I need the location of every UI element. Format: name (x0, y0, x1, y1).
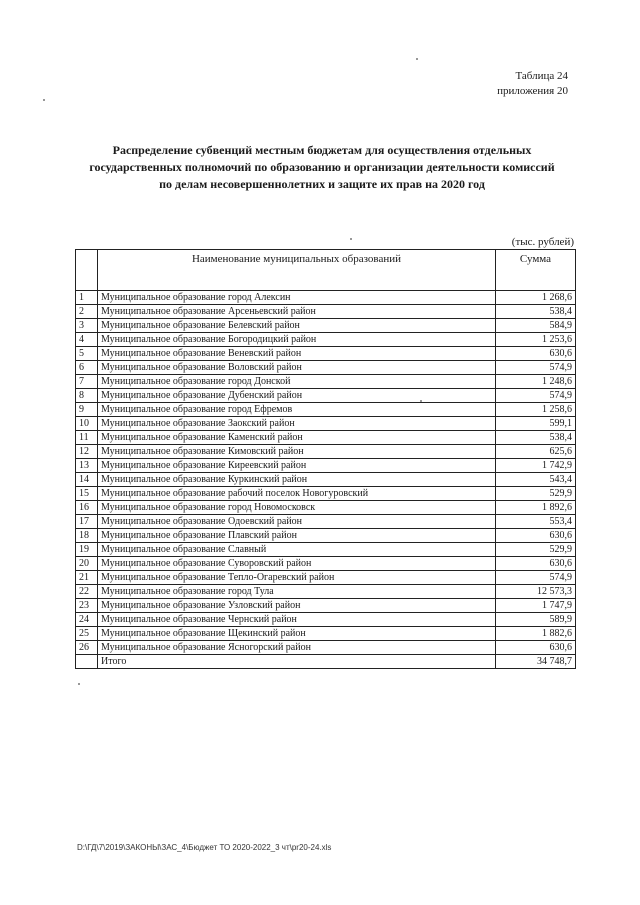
row-number: 18 (76, 529, 98, 543)
total-row (76, 655, 576, 669)
municipality-name: Муниципальное образование Арсеньевский район (98, 305, 496, 319)
municipality-name: Муниципальное образование Одоевский район (98, 515, 496, 529)
total-sum: 34 748,7 (496, 655, 576, 669)
row-number: 21 (76, 571, 98, 585)
scan-speck (43, 99, 45, 101)
row-number: 13 (76, 459, 98, 473)
row-number: 19 (76, 543, 98, 557)
municipality-name: Муниципальное образование Славный (98, 543, 496, 557)
table-number: Таблица 24 (515, 70, 568, 82)
row-sum: 1 253,6 (496, 333, 576, 347)
table-row (76, 641, 576, 655)
municipality-name: Муниципальное образование Узловский район (98, 599, 496, 613)
table-row (76, 473, 576, 487)
table-reference (450, 69, 568, 99)
row-sum: 529,9 (496, 487, 576, 501)
header-sum: Сумма (496, 250, 576, 291)
row-sum: 538,4 (496, 305, 576, 319)
municipality-name: Муниципальное образование рабочий поселок Новогуровский (98, 487, 496, 501)
row-sum: 1 742,9 (496, 459, 576, 473)
table-row (76, 417, 576, 431)
total-label: Итого (98, 655, 496, 669)
municipality-name: Муниципальное образование Плавский район (98, 529, 496, 543)
table-row (76, 347, 576, 361)
row-sum: 630,6 (496, 641, 576, 655)
municipality-name: Муниципальное образование Щекинский район (98, 627, 496, 641)
row-sum: 1 258,6 (496, 403, 576, 417)
row-number: 6 (76, 361, 98, 375)
table-row (76, 305, 576, 319)
municipality-name: Муниципальное образование город Алексин (98, 291, 496, 305)
table-row (76, 389, 576, 403)
total-number (76, 655, 98, 669)
table-row (76, 375, 576, 389)
municipality-name: Муниципальное образование город Донской (98, 375, 496, 389)
title-line-2: государственных полномочий по образованию и организации деятельности комиссий (89, 160, 555, 174)
row-number: 7 (76, 375, 98, 389)
subsidy-table (75, 249, 576, 669)
municipality-name: Муниципальное образование Каменский район (98, 431, 496, 445)
row-sum: 589,9 (496, 613, 576, 627)
municipality-name: Муниципальное образование Воловский район (98, 361, 496, 375)
table-row (76, 431, 576, 445)
unit-label: (тыс. рублей) (511, 236, 574, 248)
municipality-name: Муниципальное образование Чернский район (98, 613, 496, 627)
title-line-1: Распределение субвенций местным бюджетам для осуществления отдельных (112, 143, 532, 157)
row-number: 26 (76, 641, 98, 655)
row-number: 1 (76, 291, 98, 305)
row-number: 17 (76, 515, 98, 529)
row-sum: 538,4 (496, 431, 576, 445)
row-number: 11 (76, 431, 98, 445)
municipality-name: Муниципальное образование Тепло-Огаревский район (98, 571, 496, 585)
municipality-name: Муниципальное образование Кимовский район (98, 445, 496, 459)
row-number: 5 (76, 347, 98, 361)
row-sum: 543,4 (496, 473, 576, 487)
row-number: 25 (76, 627, 98, 641)
scan-speck (420, 400, 422, 402)
table-row (76, 543, 576, 557)
row-sum: 625,6 (496, 445, 576, 459)
row-sum: 12 573,3 (496, 585, 576, 599)
row-sum: 529,9 (496, 543, 576, 557)
table-row (76, 585, 576, 599)
row-number: 2 (76, 305, 98, 319)
table-row (76, 515, 576, 529)
table-row (76, 333, 576, 347)
municipality-name: Муниципальное образование город Новомосковск (98, 501, 496, 515)
table-row (76, 291, 576, 305)
row-number: 12 (76, 445, 98, 459)
table-row (76, 445, 576, 459)
row-number: 4 (76, 333, 98, 347)
table-row (76, 319, 576, 333)
row-sum: 599,1 (496, 417, 576, 431)
row-sum: 630,6 (496, 529, 576, 543)
row-number: 8 (76, 389, 98, 403)
file-path: D:\ГД\7\2019\ЗАКОНЫ\ЗАС_4\Бюджет ТО 2020-2022_3 чт\pr20-24.xls (77, 843, 332, 852)
table-row (76, 613, 576, 627)
table-row (76, 529, 576, 543)
row-sum: 574,9 (496, 389, 576, 403)
municipality-name: Муниципальное образование Богородицкий район (98, 333, 496, 347)
row-sum: 1 747,9 (496, 599, 576, 613)
row-sum: 1 248,6 (496, 375, 576, 389)
row-sum: 1 892,6 (496, 501, 576, 515)
table-row (76, 571, 576, 585)
document-title (78, 142, 566, 193)
municipality-name: Муниципальное образование Куркинский район (98, 473, 496, 487)
row-sum: 574,9 (496, 361, 576, 375)
row-number: 10 (76, 417, 98, 431)
table-row (76, 599, 576, 613)
row-number: 15 (76, 487, 98, 501)
municipality-name: Муниципальное образование Веневский район (98, 347, 496, 361)
title-line-3: по делам несовершеннолетних и защите их прав на 2020 год (159, 177, 485, 191)
row-sum: 584,9 (496, 319, 576, 333)
municipality-name: Муниципальное образование Белевский район (98, 319, 496, 333)
row-sum: 1 268,6 (496, 291, 576, 305)
row-number: 3 (76, 319, 98, 333)
row-sum: 630,6 (496, 347, 576, 361)
scan-speck (350, 238, 352, 240)
table-row (76, 627, 576, 641)
appendix-reference: приложения 20 (497, 85, 568, 97)
row-sum: 574,9 (496, 571, 576, 585)
table-row (76, 501, 576, 515)
row-number: 16 (76, 501, 98, 515)
municipality-name: Муниципальное образование Ясногорский район (98, 641, 496, 655)
municipality-name: Муниципальное образование Суворовский район (98, 557, 496, 571)
table-row (76, 487, 576, 501)
municipality-name: Муниципальное образование Киреевский район (98, 459, 496, 473)
table-row (76, 557, 576, 571)
table-header-row (76, 250, 576, 291)
scan-speck (78, 683, 80, 685)
row-sum: 553,4 (496, 515, 576, 529)
table-row (76, 403, 576, 417)
municipality-name: Муниципальное образование город Тула (98, 585, 496, 599)
table-row (76, 361, 576, 375)
municipality-name: Муниципальное образование город Ефремов (98, 403, 496, 417)
row-number: 20 (76, 557, 98, 571)
row-sum: 630,6 (496, 557, 576, 571)
scan-speck (416, 58, 418, 60)
row-number: 22 (76, 585, 98, 599)
row-number: 23 (76, 599, 98, 613)
row-number: 14 (76, 473, 98, 487)
header-number (76, 250, 98, 291)
row-sum: 1 882,6 (496, 627, 576, 641)
table-row (76, 459, 576, 473)
row-number: 24 (76, 613, 98, 627)
municipality-name: Муниципальное образование Дубенский район (98, 389, 496, 403)
header-name: Наименование муниципальных образований (98, 250, 496, 291)
row-number: 9 (76, 403, 98, 417)
municipality-name: Муниципальное образование Заокский район (98, 417, 496, 431)
